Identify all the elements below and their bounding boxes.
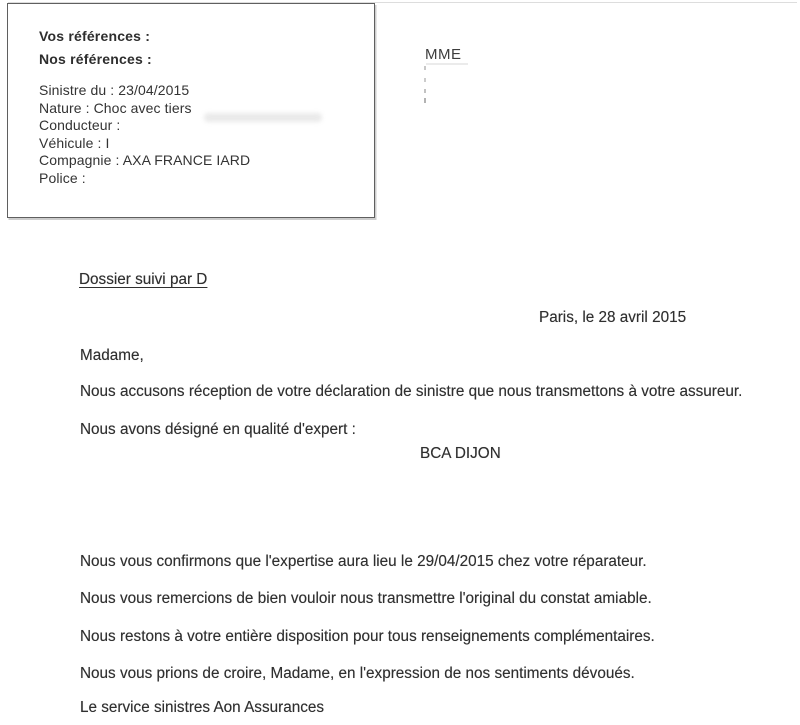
- nos-references-label: Nos références :: [39, 51, 152, 67]
- claim-details-block: [39, 82, 250, 187]
- redaction-mark: [426, 63, 468, 65]
- references-block: [39, 25, 152, 71]
- paragraph-expert-intro: Nous avons désigné en qualité d'expert :: [80, 421, 356, 438]
- recipient-title: MME: [425, 46, 462, 63]
- follow-up-line: Dossier suivi par D: [79, 271, 208, 288]
- salutation: Madame,: [80, 347, 144, 364]
- paragraph-disposition: Nous restons à votre entière disposition pour tous renseignements complémentaires.: [80, 628, 655, 645]
- police-line: Police :: [39, 169, 86, 186]
- paragraph-reception: Nous accusons réception de votre déclaration de sinistre que nous transmettons à votre assureur.: [80, 383, 743, 400]
- signature-line: Le service sinistres Aon Assurances: [80, 699, 325, 716]
- redaction-mark: [424, 89, 426, 93]
- vos-references-label: Vos références :: [39, 28, 151, 44]
- redaction-mark: [424, 66, 426, 70]
- nature-line: Nature : Choc avec tiers: [39, 99, 192, 116]
- sinistre-date-line: Sinistre du : 23/04/2015: [39, 82, 190, 98]
- paragraph-politesse: Nous vous prions de croire, Madame, en l'expression de nos sentiments dévoués.: [80, 665, 635, 682]
- conducteur-line: Conducteur :: [39, 117, 121, 133]
- redaction-mark: [424, 98, 426, 103]
- date-line: Paris, le 28 avril 2015: [539, 309, 687, 326]
- redacted-address-remnants: [424, 62, 484, 107]
- expert-name: BCA DIJON: [420, 445, 501, 462]
- redaction-mark: [424, 78, 426, 82]
- redacted-text-smudge: [204, 113, 322, 122]
- vehicule-line: Véhicule : I: [39, 134, 110, 151]
- compagnie-line: Compagnie : AXA FRANCE IARD: [39, 152, 251, 168]
- paragraph-remerciement: Nous vous remercions de bien vouloir nous transmettre l'original du constat amiable.: [80, 590, 652, 607]
- reference-box: [7, 3, 375, 218]
- paragraph-confirmation: Nous vous confirmons que l'expertise aura lieu le 29/04/2015 chez votre réparateur.: [80, 553, 647, 570]
